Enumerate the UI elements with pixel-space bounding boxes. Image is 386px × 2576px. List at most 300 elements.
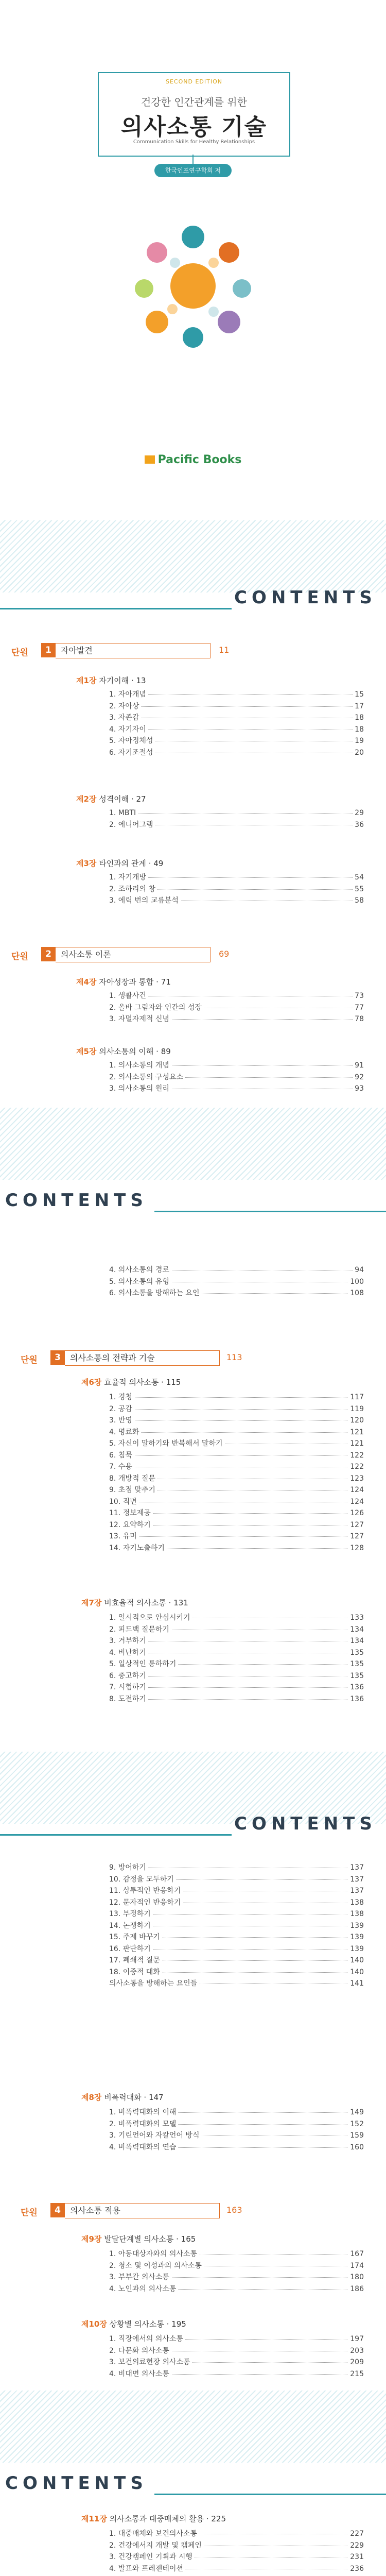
toc-item-title: 18. 이중적 대화	[109, 1967, 162, 1977]
toc-item-page: 77	[353, 1003, 364, 1013]
banner-rule	[0, 608, 232, 609]
toc-item-title: 7. 수용	[109, 1462, 134, 1472]
unit-page: 69	[219, 949, 230, 959]
toc-item-title: 1. 아동대상자와의 의사소통	[109, 2249, 199, 2259]
toc-item[interactable]	[109, 2284, 364, 2294]
toc-item-title: 2. 올바 그림자와 인간의 성장	[109, 1003, 204, 1013]
user-icon	[218, 311, 240, 333]
chapter-label: 제10장	[81, 2319, 107, 2329]
chapter-heading: 제3장 타인과의 관계 · 49	[76, 859, 164, 868]
chapter-heading: 제10장 상황별 의사소통 · 195	[81, 2319, 186, 2329]
toc-item-title: 3. 에릭 번의 교류분석	[109, 895, 181, 906]
chapter-page: 195	[171, 2319, 186, 2329]
toc-item-page: 137	[348, 1886, 364, 1896]
toc-item-title: 10. 직면	[109, 1497, 139, 1507]
toc-item-page: 167	[348, 2249, 364, 2259]
toc-item[interactable]	[109, 1404, 364, 1414]
toc-item[interactable]	[109, 1497, 364, 1507]
toc-item-title: 3. 의사소통의 원리	[109, 1083, 171, 1094]
toc-item[interactable]	[109, 1508, 364, 1518]
toc-item[interactable]	[109, 1003, 364, 1013]
toc-item-page: 58	[353, 895, 364, 906]
people-icon	[182, 226, 204, 248]
mail-icon	[147, 242, 167, 263]
leader-dots	[109, 1397, 364, 1398]
toc-item-title: 9. 방어하기	[109, 1862, 148, 1873]
book-title: 의사소통 기술	[120, 114, 268, 140]
chapter-name: 발달단계별 의사소통	[104, 2234, 174, 2244]
toc-item-page: 93	[353, 1083, 364, 1094]
toc-item[interactable]	[109, 1438, 364, 1449]
contents-heading: CONTENTS	[5, 1190, 148, 1211]
toc-item-title: 14. 자기노출하기	[109, 1543, 167, 1553]
toc-item-title: 5. 자아정체성	[109, 736, 155, 746]
toc-item-title: 13. 부정하기	[109, 1909, 153, 1919]
toc-item-title: 의사소통을 방해하는 요인들	[109, 1978, 199, 1989]
chapter-heading: 제6장 효율적 의사소통 · 115	[81, 1378, 181, 1387]
toc-item-page: 108	[348, 1288, 364, 1298]
toc-item[interactable]	[109, 1874, 364, 1885]
toc-item[interactable]	[109, 1886, 364, 1896]
leader-dots	[109, 1432, 364, 1433]
toc-item-title: 4. 노인과의 의사소통	[109, 2284, 178, 2294]
toc-item-title: 6. 자기조절성	[109, 748, 155, 758]
toc-item-page: 122	[348, 1462, 364, 1472]
unit-page: 113	[226, 1352, 242, 1362]
toc-item-page: 78	[353, 1014, 364, 1024]
chapter-heading: 제5장 의사소통의 이해 · 89	[76, 1047, 171, 1056]
toc-item[interactable]	[109, 1473, 364, 1484]
toc-item-page: 197	[348, 2334, 364, 2344]
toc-item-page: 203	[348, 2346, 364, 2356]
toc-item-page: 124	[348, 1485, 364, 1495]
toc-item-title: 17. 폐쇄적 질문	[109, 1955, 162, 1965]
toc-item[interactable]	[109, 736, 364, 746]
center-circle	[170, 263, 216, 309]
toc-item[interactable]	[109, 2249, 364, 2259]
toc-item-title: 12. 요약하기	[109, 1520, 153, 1530]
toc-item-title: 13. 유머	[109, 1531, 139, 1541]
toc-item-title: 5. 자신이 말하기와 반복해서 말하기	[109, 1438, 225, 1449]
toc-item-title: 7. 시험하기	[109, 1682, 148, 1692]
publisher-logo	[0, 453, 386, 466]
toc-item-page: 117	[348, 1392, 364, 1402]
toc-item-page: 215	[348, 2369, 364, 2379]
unit-label: 단원	[11, 952, 28, 962]
chapter-page: 27	[136, 794, 146, 804]
toc-item-title: 2. 공감	[109, 1404, 134, 1414]
toc-item-page: 91	[353, 1060, 364, 1071]
toc-item-title: 1. 경청	[109, 1392, 134, 1402]
english-title: Communication Skills for Healthy Relationships	[133, 139, 255, 145]
dot-icon	[208, 307, 219, 317]
toc-item[interactable]	[109, 1897, 364, 1908]
toc-item[interactable]	[109, 1520, 364, 1530]
toc-item[interactable]	[109, 724, 364, 735]
chapter-page: 13	[136, 676, 146, 685]
toc-item-page: 19	[353, 736, 364, 746]
contents-banner-1	[0, 520, 386, 592]
phone-icon	[146, 311, 168, 333]
chapter-heading: 제7장 비효율적 의사소통 · 131	[81, 1598, 188, 1607]
toc-item-title: 14. 논쟁하기	[109, 1921, 153, 1931]
toc-item[interactable]	[109, 1265, 364, 1275]
toc-item-page: 18	[353, 713, 364, 723]
toc-item-title: 2. 에니어그램	[109, 820, 155, 830]
toc-item-title: 4. 자기자이	[109, 724, 148, 735]
heart-icon	[233, 279, 251, 298]
toc-item-page: 29	[353, 808, 364, 818]
toc-item-page: 152	[348, 2119, 364, 2129]
chapter-name: 의사소통과 대중매체의 활용	[109, 2514, 204, 2523]
toc-item-title: 2. 다문화 의사소통	[109, 2346, 171, 2356]
toc-item-title: 10. 감정을 모두하기	[109, 1874, 176, 1885]
toc-item-page: 126	[348, 1508, 364, 1518]
cover-illustration	[121, 211, 265, 361]
logo-text: Pacific Books	[157, 453, 242, 466]
chapter-heading: 제2장 성격이해 · 27	[76, 794, 146, 804]
chapter-label: 제3장	[76, 859, 97, 868]
toc-item-page: 149	[348, 2107, 364, 2117]
toc-item[interactable]	[109, 2334, 364, 2344]
toc-item-title: 1. 일시적으로 안심시키기	[109, 1613, 192, 1623]
toc-item-page: 138	[348, 1897, 364, 1908]
toc-item[interactable]	[109, 1485, 364, 1495]
unit-number: 2	[41, 947, 56, 961]
toc-item-title: 2. 조하리의 창	[109, 884, 157, 894]
toc-item-title: 16. 판단하기	[109, 1944, 153, 1954]
toc-item[interactable]	[109, 1277, 364, 1287]
unit-name: 의사소통 적용	[65, 2203, 220, 2218]
banner-rule	[0, 1834, 232, 1836]
toc-item[interactable]	[109, 2119, 364, 2129]
toc-item-page: 136	[348, 1694, 364, 1704]
toc-item-title: 1. 직장에서의 의사소통	[109, 2334, 185, 2344]
toc-item[interactable]	[109, 713, 364, 723]
toc-item[interactable]	[109, 1932, 364, 1942]
toc-item-page: 134	[348, 1624, 364, 1635]
toc-item[interactable]	[109, 2142, 364, 2153]
contents-heading: CONTENTS	[234, 1814, 377, 1834]
toc-item[interactable]	[109, 689, 364, 700]
chapter-page: 147	[148, 2093, 164, 2102]
banner-rule	[154, 2494, 386, 2495]
unit-label: 단원	[21, 2208, 38, 2218]
toc-item-title: 1. 비폭력대화의 이해	[109, 2107, 178, 2117]
toc-item[interactable]	[109, 2529, 364, 2539]
toc-item-title: 3. 자존감	[109, 713, 141, 723]
toc-item-title: 2. 비폭력대화의 모델	[109, 2119, 178, 2129]
toc-item-title: 3. 기린언어와 자칼언어 방식	[109, 2130, 201, 2141]
toc-item-title: 2. 피드백 질문하기	[109, 1624, 171, 1635]
toc-item-title: 3. 건강캠페인 기획과 시행	[109, 2552, 195, 2562]
leader-dots	[109, 1455, 364, 1456]
toc-item-title: 2. 자아상	[109, 701, 141, 711]
toc-item-title: 1. 자기개방	[109, 872, 148, 883]
chapter-label: 제4장	[76, 977, 97, 987]
toc-item-page: 138	[348, 1909, 364, 1919]
toc-item[interactable]	[109, 808, 364, 818]
chapter-name: 비효율적 의사소통	[104, 1598, 166, 1607]
unit-name: 의사소통의 전략과 기술	[65, 1350, 220, 1366]
chapter-label: 제1장	[76, 676, 97, 685]
toc-item[interactable]	[109, 2346, 364, 2356]
toc-item-page: 121	[348, 1438, 364, 1449]
toc-item-page: 128	[348, 1543, 364, 1553]
toc-item[interactable]	[109, 1624, 364, 1635]
toc-item-page: 139	[348, 1944, 364, 1954]
toc-item-page: 124	[348, 1497, 364, 1507]
toc-item-title: 5. 의사소통의 유형	[109, 1277, 171, 1287]
toc-item[interactable]	[109, 2540, 364, 2551]
toc-item-page: 36	[353, 820, 364, 830]
toc-item-page: 119	[348, 1404, 364, 1414]
chapter-page: 131	[173, 1598, 188, 1607]
toc-item[interactable]	[109, 1543, 364, 1553]
edition-label: SECOND EDITION	[166, 78, 222, 85]
chapter-name: 효율적 의사소통	[104, 1378, 159, 1387]
cover-section	[0, 0, 386, 562]
leader-dots	[109, 1420, 364, 1421]
unit-page: 11	[219, 645, 230, 655]
toc-item-page: 18	[353, 724, 364, 735]
toc-item[interactable]	[109, 884, 364, 894]
toc-item-title: 4. 발표와 프레젠테이션	[109, 2564, 185, 2574]
toc-item[interactable]	[109, 1392, 364, 1402]
book-icon	[183, 327, 203, 348]
toc-item-title: 3. 자멸자제적 신념	[109, 1014, 171, 1024]
toc-item-page: 127	[348, 1520, 364, 1530]
toc-item[interactable]	[109, 1694, 364, 1704]
globe-icon	[135, 279, 153, 298]
chapter-page: 71	[161, 977, 171, 987]
chapter-name: 자기이해	[99, 676, 129, 685]
toc-item[interactable]	[109, 1967, 364, 1977]
toc-item[interactable]	[109, 820, 364, 830]
toc-item-title: 12. 문자적인 반응하기	[109, 1897, 183, 1908]
toc-item-title: 1. 대중매체와 보건의사소통	[109, 2529, 199, 2539]
chapter-label: 제11장	[81, 2514, 107, 2523]
toc-item[interactable]	[109, 2107, 364, 2117]
toc-item-page: 127	[348, 1531, 364, 1541]
toc-item[interactable]	[109, 1014, 364, 1024]
leader-dots	[109, 1409, 364, 1410]
toc-item-title: 11. 정보제공	[109, 1508, 153, 1518]
toc-item-page: 135	[348, 1671, 364, 1681]
toc-item-title: 1. 자아개념	[109, 689, 148, 700]
logo-mark-icon	[145, 455, 155, 464]
chapter-label: 제8장	[81, 2093, 102, 2102]
toc-item-page: 229	[348, 2540, 364, 2551]
toc-item-title: 6. 충고하기	[109, 1671, 148, 1681]
toc-item-title: 3. 반영	[109, 1415, 134, 1426]
toc-item[interactable]	[109, 1944, 364, 1954]
chapter-heading: 제4장 자아성장과 통합 · 71	[76, 977, 171, 987]
leader-dots	[109, 813, 364, 814]
toc-item-title: 4. 명료화	[109, 1427, 141, 1437]
unit-label: 단원	[21, 1355, 38, 1365]
toc-item[interactable]	[109, 1978, 364, 1989]
toc-item[interactable]	[109, 1955, 364, 1965]
toc-item[interactable]	[109, 2369, 364, 2379]
toc-item[interactable]	[109, 1060, 364, 1071]
chapter-page: 115	[166, 1378, 181, 1387]
toc-item[interactable]	[109, 1531, 364, 1541]
chapter-name: 상황별 의사소통	[109, 2319, 164, 2329]
contents-heading: CONTENTS	[5, 2473, 148, 2494]
toc-item-title: 4. 비난하기	[109, 1648, 148, 1658]
unit-number: 4	[50, 2203, 65, 2217]
toc-item-page: 15	[353, 689, 364, 700]
toc-item-page: 133	[348, 1613, 364, 1623]
toc-item[interactable]	[109, 895, 364, 906]
toc-item-title: 3. 보건의료현장 의사소통	[109, 2357, 192, 2367]
toc-item-page: 140	[348, 1967, 364, 1977]
book-subtitle: 건강한 인간관계를 위한	[141, 96, 247, 108]
toc-item-page: 55	[353, 884, 364, 894]
toc-item[interactable]	[109, 1427, 364, 1437]
toc-item[interactable]	[109, 1288, 364, 1298]
toc-item-title: 6. 의사소통을 방해하는 요인	[109, 1288, 201, 1298]
toc-item-page: 122	[348, 1450, 364, 1461]
toc-item-page: 92	[353, 1072, 364, 1082]
toc-item-page: 227	[348, 2529, 364, 2539]
toc-item-title: 4. 의사소통의 경로	[109, 1265, 171, 1275]
toc-item[interactable]	[109, 2552, 364, 2562]
toc-item[interactable]	[109, 2130, 364, 2141]
toc-item-page: 17	[353, 701, 364, 711]
toc-item[interactable]	[109, 1462, 364, 1472]
toc-item-page: 209	[348, 2357, 364, 2367]
leader-dots	[109, 1536, 364, 1537]
toc-item[interactable]	[109, 872, 364, 883]
chapter-label: 제5장	[76, 1047, 97, 1056]
unit-page: 163	[226, 2205, 242, 2215]
toc-item-page: 100	[348, 1277, 364, 1287]
toc-item-page: 231	[348, 2552, 364, 2562]
banner-rule	[154, 1211, 386, 1212]
toc-item-title: 6. 침묵	[109, 1450, 134, 1461]
toc-item[interactable]	[109, 748, 364, 758]
toc-item-title: 3. 부부간 의사소통	[109, 2272, 171, 2282]
chapter-label: 제2장	[76, 794, 97, 804]
toc-item[interactable]	[109, 1415, 364, 1426]
toc-item-page: 94	[353, 1265, 364, 1275]
chapter-label: 제6장	[81, 1378, 102, 1387]
chapter-name: 자아성장과 통합	[99, 977, 154, 987]
toc-item[interactable]	[109, 1636, 364, 1646]
author-pill: 한국인포연구학회 저	[154, 164, 232, 177]
toc-item[interactable]	[109, 1648, 364, 1658]
toc-item[interactable]	[109, 1659, 364, 1669]
toc-item-title: 8. 개방적 질문	[109, 1473, 157, 1484]
toc-item[interactable]	[109, 1083, 364, 1094]
toc-item[interactable]	[109, 1682, 364, 1692]
toc-item-page: 73	[353, 991, 364, 1001]
toc-item[interactable]	[109, 1862, 364, 1873]
chapter-label: 제7장	[81, 1598, 102, 1607]
toc-item-page: 137	[348, 1874, 364, 1885]
toc-item[interactable]	[109, 2272, 364, 2282]
chapter-page: 49	[153, 859, 164, 868]
toc-item-title: 5. 일상적인 통하하기	[109, 1659, 178, 1669]
toc-item[interactable]	[109, 1671, 364, 1681]
toc-item[interactable]	[109, 2357, 364, 2367]
chapter-name: 타인과의 관계	[99, 859, 146, 868]
unit-number: 3	[50, 1350, 65, 1365]
toc-item-title: 9. 초점 맞추기	[109, 1485, 157, 1495]
contents-banner-3	[0, 1752, 386, 1824]
toc-item-page: 54	[353, 872, 364, 883]
unit-name: 자아발견	[56, 643, 210, 658]
toc-item[interactable]	[109, 1613, 364, 1623]
toc-item-title: 2. 건강에서지 개발 및 캠페인	[109, 2540, 204, 2551]
chapter-name: 비폭력대화	[104, 2093, 142, 2102]
toc-item-page: 137	[348, 1862, 364, 1873]
toc-item-page: 174	[348, 2261, 364, 2271]
chapter-page: 165	[181, 2234, 196, 2244]
unit-name: 의사소통 이론	[56, 947, 210, 962]
toc-item-page: 159	[348, 2130, 364, 2141]
toc-item[interactable]	[109, 2564, 364, 2574]
contents-heading: CONTENTS	[234, 587, 377, 608]
chapter-name: 의사소통의 이해	[99, 1047, 154, 1056]
chat-icon	[219, 242, 239, 263]
toc-item-title: 2. 의사소통의 구성요소	[109, 1072, 185, 1082]
toc-item-page: 139	[348, 1932, 364, 1942]
chapter-name: 성격이해	[99, 794, 129, 804]
chapter-heading: 제11장 의사소통과 대중매체의 활용 · 225	[81, 2514, 226, 2523]
toc-item-page: 135	[348, 1659, 364, 1669]
dot-icon	[167, 304, 178, 314]
toc-item-page: 136	[348, 1682, 364, 1692]
chapter-heading: 제8장 비폭력대화 · 147	[81, 2093, 164, 2102]
unit-number: 1	[41, 643, 56, 657]
toc-item-title: 11. 상투적인 반응하기	[109, 1886, 183, 1896]
toc-item[interactable]	[109, 991, 364, 1001]
toc-item-page: 139	[348, 1921, 364, 1931]
contents-banner-4	[0, 2391, 386, 2463]
toc-item-page: 120	[348, 1415, 364, 1426]
contents-banner-2	[0, 1108, 386, 1180]
chapter-heading: 제1장 자기이해 · 13	[76, 676, 146, 685]
toc-item[interactable]	[109, 2261, 364, 2271]
toc-item-page: 135	[348, 1648, 364, 1658]
toc-item-page: 180	[348, 2272, 364, 2282]
toc-item-page: 141	[348, 1978, 364, 1989]
toc-item[interactable]	[109, 1909, 364, 1919]
toc-item-page: 236	[348, 2564, 364, 2574]
toc-item[interactable]	[109, 1450, 364, 1461]
toc-item-page: 160	[348, 2142, 364, 2153]
toc-item-title: 1. MBTI	[109, 808, 138, 818]
dot-icon	[208, 258, 219, 268]
chapter-page: 89	[161, 1047, 171, 1056]
toc-item-page: 121	[348, 1427, 364, 1437]
toc-item-page: 140	[348, 1955, 364, 1965]
cover-title-box	[98, 72, 290, 157]
toc-item-title: 1. 생활사건	[109, 991, 148, 1001]
dot-icon	[170, 258, 180, 268]
unit-label: 단원	[11, 648, 28, 658]
toc-item-title: 3. 거부하기	[109, 1636, 148, 1646]
toc-item[interactable]	[109, 701, 364, 711]
chapter-label: 제9장	[81, 2234, 102, 2244]
toc-item[interactable]	[109, 1072, 364, 1082]
toc-item-title: 15. 주제 바꾸기	[109, 1932, 162, 1942]
toc-item[interactable]	[109, 1921, 364, 1931]
leader-dots	[109, 706, 364, 707]
